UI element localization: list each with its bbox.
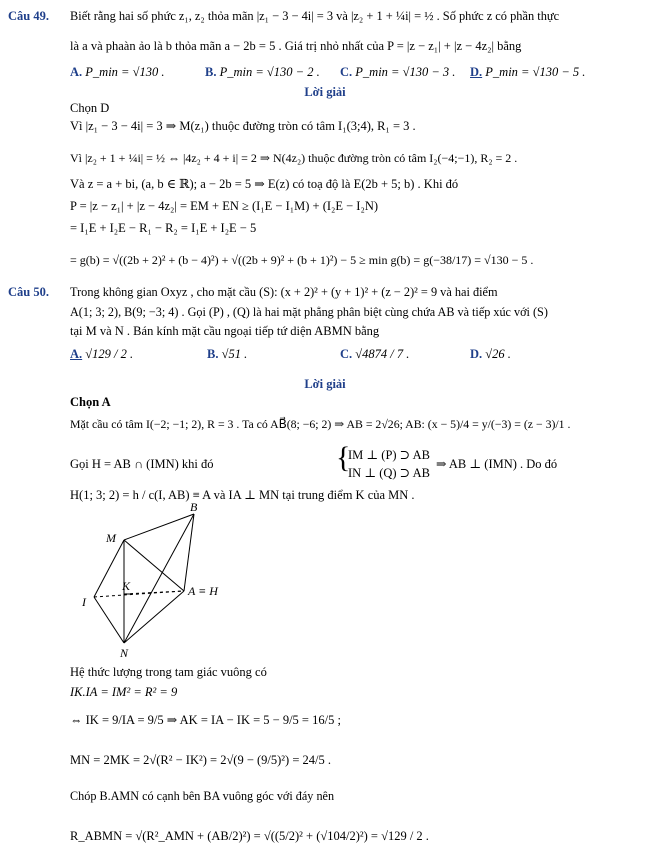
system-brace: { <box>336 441 351 474</box>
q49-solution-line1: Vì |z₁ − 3 − 4i| = 3 ⇒ M(z₁) thuộc đường tròn có tâm I₁(3;4), R₁ = 3 . <box>70 119 416 133</box>
system-line2: IN ⊥ (Q) ⊃ AB <box>348 466 430 480</box>
q49-stem-line2: là a và phaàn ảo là b thỏa mãn a − 2b = 5 . Giá trị nhỏ nhất của P = |z − z₁| + |z − 4z₂| bằng <box>70 39 522 53</box>
q50-option-d <box>470 346 511 362</box>
q49-option-b-letter: B. <box>205 65 217 79</box>
q49-option-c-text: P_min = √130 − 3 . <box>355 65 456 79</box>
q50-choice: Chọn A <box>70 395 111 409</box>
q50-option-c <box>340 346 409 362</box>
q50-label: Câu 50. <box>8 285 49 299</box>
edge-BA <box>184 514 194 591</box>
q49-option-a-text: P_min = √130 . <box>85 65 165 79</box>
q50-solution-line4: Hệ thức lượng trong tam giác vuông có <box>70 665 267 679</box>
q49-choice: Chọn D <box>70 101 110 115</box>
system-line1: IM ⊥ (P) ⊃ AB <box>348 448 430 462</box>
q50-solution-line6: ⇔ IK = 9/IA = 9/5 ⇒ AK = IA − IK = 5 − 9/5 = 16/5 ; <box>70 713 341 727</box>
q50-solution-line2-post: ⇒ AB ⊥ (IMN) . Do đó <box>436 457 558 471</box>
edge-MB <box>124 514 194 540</box>
q49-option-d-text: P_min = √130 − 5 . <box>485 65 586 79</box>
q50-solution-line5: IK.IA = IM² = R² = 9 <box>70 685 178 699</box>
q49-stem-line1: Biết rằng hai số phức z₁, z₂ thỏa mãn |z₁ − 3 − 4i| = 3 và |z₂ + 1 + ¼i| = ½ . Số phức z có phần thực <box>70 9 560 23</box>
q50-option-a-letter: A. <box>70 347 83 361</box>
q49-label: Câu 49. <box>8 9 49 23</box>
label-B: B <box>190 502 198 514</box>
q49-option-b-text: P_min = √130 − 2 . <box>219 65 320 79</box>
q50-solution-line7: MN = 2MK = 2√(R² − IK²) = 2√(9 − (9/5)²) = 24/5 . <box>70 753 331 767</box>
q50-solution-line9: R_ABMN = √(R²_AMN + (AB/2)²) = √((5/2)² + (√104/2)²) = √129 / 2 . <box>70 829 429 843</box>
q49-solution-line5: = I₁E + I₂E − R₁ − R₂ = I₁E + I₂E − 5 <box>70 221 257 235</box>
label-K: K <box>122 579 131 593</box>
q49-option-a-letter: A. <box>70 65 83 79</box>
q49-option-c <box>340 64 455 80</box>
q49-solution-heading: Lời giải <box>304 85 346 99</box>
q49-solution-line3: Và z = a + bi, (a, b ∈ ℝ); a − 2b = 5 ⇒ E(z) có toạ độ là E(2b + 5; b) . Khi đó <box>70 177 459 191</box>
edge-BN <box>124 514 194 643</box>
q49-option-b <box>205 64 320 80</box>
edge-IM <box>94 540 124 597</box>
q49-option-d <box>470 64 585 80</box>
q50-stem-line1: Trong không gian Oxyz , cho mặt cầu (S): (x + 2)² + (y + 1)² + (z − 2)² = 9 và hai điểm <box>70 285 498 299</box>
label-N: N <box>120 646 129 660</box>
q50-solution-line1: Mặt cầu có tâm I(−2; −1; 2), R = 3 . Ta có AB⃗(8; −6; 2) ⇒ AB = 2√26; AB: (x − 5)/4 = y/(−3) = (z − 3)/1 . <box>70 417 571 431</box>
q50-solution-line8: Chóp B.AMN có cạnh bên BA vuông góc với đáy nên <box>70 789 335 803</box>
q49-solution-line4: P = |z − z₁| + |z − 4z₂| = EM + EN ≥ (I₁E − I₁M) + (I₂E − I₂N) <box>70 199 379 213</box>
label-A-H: A ≡ H <box>188 584 218 598</box>
q50-option-a-text: √129 / 2 . <box>85 347 134 361</box>
q50-option-c-text: √4874 / 7 . <box>355 347 410 361</box>
q50-stem-line2: A(1; 3; 2), B(9; −3; 4) . Gọi (P) , (Q) là hai mặt phẳng phân biệt cùng chứa AB và tiếp xúc với (S) <box>70 305 548 319</box>
edge-NA <box>124 591 184 643</box>
segment-KA <box>124 591 184 594</box>
q50-option-d-text: √26 . <box>485 347 511 361</box>
q50-solution-line3: H(1; 3; 2) = h / c(I, AB) ≡ A và IA ⊥ MN tại trung điểm K của MN . <box>70 488 415 502</box>
q49-option-a <box>70 64 164 80</box>
q50-option-b-letter: B. <box>207 347 219 361</box>
q50-option-a <box>70 346 133 362</box>
edge-MA <box>124 540 184 591</box>
tetrahedron-figure <box>70 502 250 660</box>
q50-stem-line3: tại M và N . Bán kính mặt cầu ngoại tiếp tứ diện ABMN bằng <box>70 324 380 338</box>
edge-IN <box>94 597 124 643</box>
label-I: I <box>82 595 86 609</box>
q49-solution-line6: = g(b) = √((2b + 2)² + (b − 4)²) + √((2b + 9)² + (b + 1)²) − 5 ≥ min g(b) = g(−38/17) = √130 − 5 . <box>70 253 534 267</box>
q50-option-b <box>207 346 247 362</box>
label-M: M <box>106 531 116 545</box>
q50-option-b-text: √51 . <box>221 347 248 361</box>
q49-solution-line2: Vì |z₂ + 1 + ¼i| = ½ ⇔ |4z₂ + 4 + i| = 2 ⇒ N(4z₂) thuộc đường tròn có tâm I₂(−4;−1), R₂ = 2 . <box>70 151 518 165</box>
q49-option-c-letter: C. <box>340 65 353 79</box>
q50-option-d-letter: D. <box>470 347 483 361</box>
q50-option-c-letter: C. <box>340 347 353 361</box>
q50-solution-line2-pre: Gọi H = AB ∩ (IMN) khi đó <box>70 457 214 471</box>
q50-solution-heading: Lời giải <box>304 377 346 391</box>
q49-option-d-letter: D. <box>470 65 483 79</box>
segment-IA <box>94 591 184 597</box>
